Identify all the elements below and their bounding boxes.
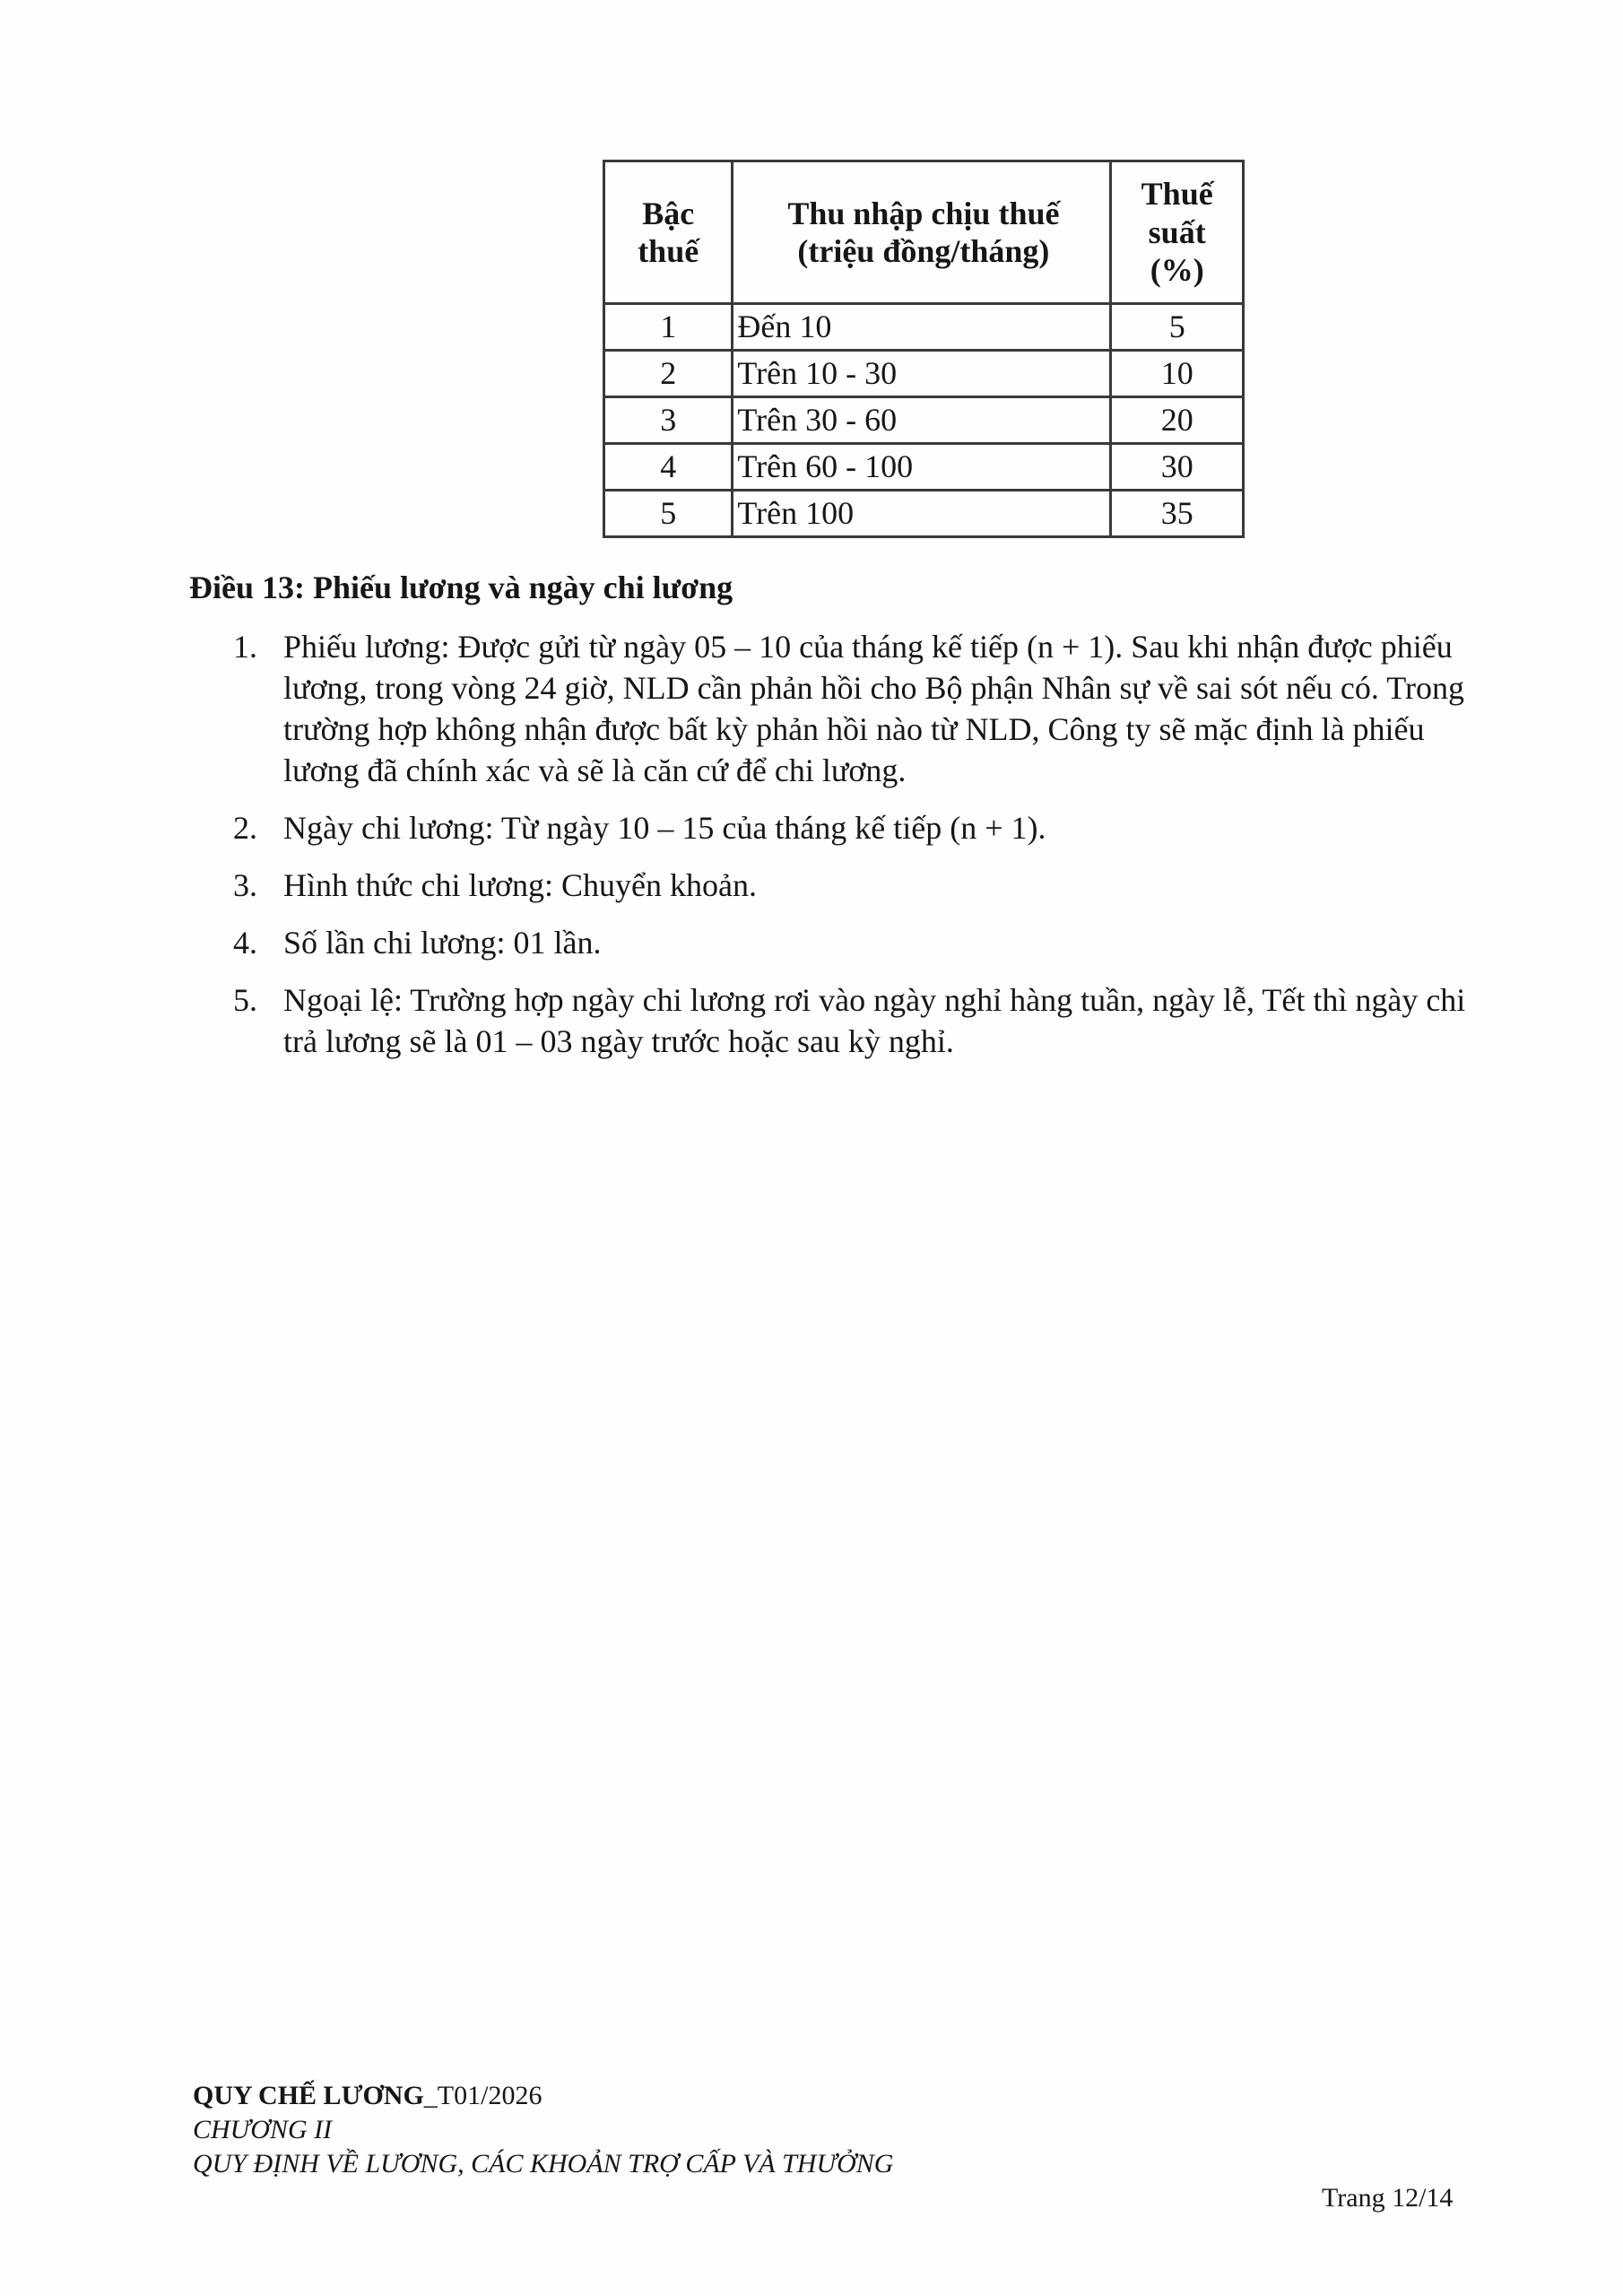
footer-chapter-title: QUY ĐỊNH VỀ LƯƠNG, CÁC KHOẢN TRỢ CẤP VÀ THƯỞNG bbox=[193, 2149, 894, 2179]
document-footer bbox=[193, 2079, 893, 2181]
footer-doc-title-line bbox=[193, 2079, 893, 2113]
list-item-text: Phiếu lương: Được gửi từ ngày 05 – 10 của tháng kế tiếp (n + 1). Sau khi nhận được phiếu lương, trong vòng 24 giờ, NLD cần phản hồi cho Bộ phận Nhân sự về sai sót nếu có. Trong trường hợp không nhận được bất kỳ phản hồi nào từ NLD, Công ty sẽ mặc định là phiếu lương đã chính xác và sẽ là căn cứ để chi lương. bbox=[283, 629, 1464, 788]
list-item-text: Hình thức chi lương: Chuyển khoản. bbox=[283, 867, 757, 903]
list-item bbox=[233, 979, 1471, 1062]
table-header-row bbox=[604, 161, 1244, 304]
table-row bbox=[604, 397, 1244, 444]
cell-rate: 35 bbox=[1111, 491, 1244, 537]
list-item bbox=[233, 807, 1471, 848]
cell-income: Trên 100 bbox=[733, 491, 1111, 537]
cell-income: Trên 10 - 30 bbox=[733, 351, 1111, 397]
header-tax-level: Bậc thuế bbox=[604, 161, 733, 304]
tax-rate-table bbox=[603, 160, 1245, 538]
cell-income: Đến 10 bbox=[733, 304, 1111, 351]
cell-income: Trên 60 - 100 bbox=[733, 444, 1111, 491]
cell-level: 3 bbox=[604, 397, 733, 444]
cell-level: 1 bbox=[604, 304, 733, 351]
list-item bbox=[233, 626, 1471, 791]
list-item-number: 5. bbox=[233, 982, 257, 1018]
list-item-text: Số lần chi lương: 01 lần. bbox=[283, 925, 602, 961]
cell-income: Trên 30 - 60 bbox=[733, 397, 1111, 444]
list-item-number: 3. bbox=[233, 867, 257, 903]
article-item-list bbox=[233, 626, 1471, 1078]
footer-chapter: CHƯƠNG II bbox=[193, 2115, 333, 2144]
list-item bbox=[233, 922, 1471, 963]
table-row bbox=[604, 351, 1244, 397]
list-item-text: Ngày chi lương: Từ ngày 10 – 15 của tháng kế tiếp (n + 1). bbox=[283, 810, 1046, 846]
footer-doc-code: _T01/2026 bbox=[423, 2081, 542, 2110]
cell-level: 4 bbox=[604, 444, 733, 491]
table-row bbox=[604, 444, 1244, 491]
cell-rate: 5 bbox=[1111, 304, 1244, 351]
cell-rate: 30 bbox=[1111, 444, 1244, 491]
footer-doc-title: QUY CHẾ LƯƠNG bbox=[193, 2081, 424, 2110]
list-item-number: 2. bbox=[233, 810, 257, 846]
header-tax-rate: Thuế suất (%) bbox=[1111, 161, 1244, 304]
list-item-number: 4. bbox=[233, 925, 257, 961]
cell-rate: 20 bbox=[1111, 397, 1244, 444]
table-row bbox=[604, 304, 1244, 351]
cell-rate: 10 bbox=[1111, 351, 1244, 397]
list-item-number: 1. bbox=[233, 629, 257, 665]
cell-level: 5 bbox=[604, 491, 733, 537]
article-title: Điều 13: Phiếu lương và ngày chi lương bbox=[189, 570, 733, 605]
page-number: Trang 12/14 bbox=[1322, 2183, 1454, 2213]
header-taxable-income: Thu nhập chịu thuế (triệu đồng/tháng) bbox=[733, 161, 1111, 304]
list-item-text: Ngoại lệ: Trường hợp ngày chi lương rơi vào ngày nghỉ hàng tuần, ngày lễ, Tết thì ngày chi trả lương sẽ là 01 – 03 ngày trước hoặc sau kỳ nghỉ. bbox=[283, 982, 1466, 1059]
list-item bbox=[233, 865, 1471, 906]
table-row bbox=[604, 491, 1244, 537]
cell-level: 2 bbox=[604, 351, 733, 397]
